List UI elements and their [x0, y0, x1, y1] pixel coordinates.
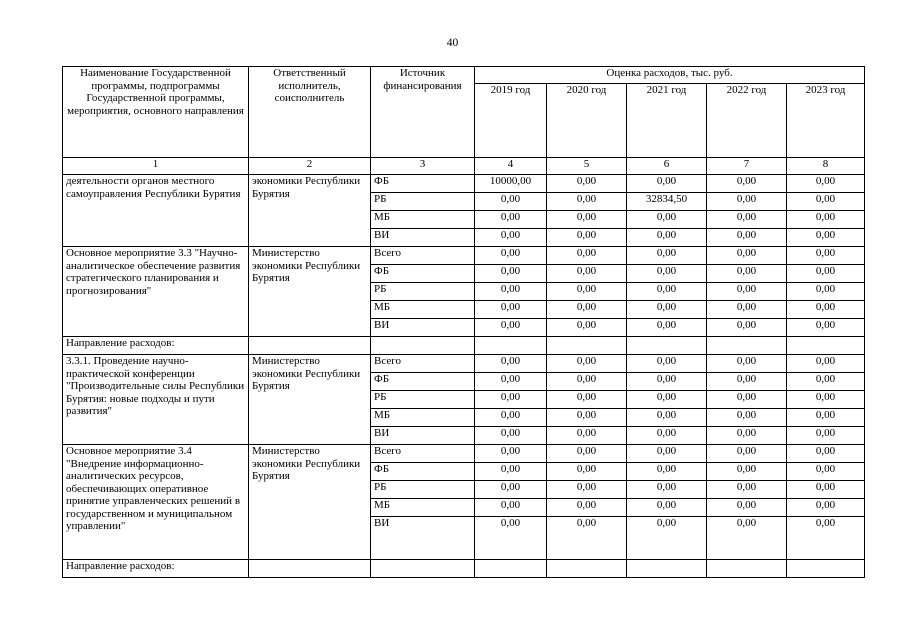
measure-executor: экономики Республики Бурятия [249, 175, 371, 247]
amount-cell: 0,00 [475, 481, 547, 499]
amount-cell: 0,00 [475, 283, 547, 301]
amount-cell: 0,00 [547, 265, 627, 283]
amount-cell: 0,00 [547, 211, 627, 229]
amount-cell: 0,00 [787, 265, 865, 283]
budget-table [62, 66, 865, 578]
amount-cell: 0,00 [707, 427, 787, 445]
table-row [63, 355, 865, 373]
funding-source: МБ [371, 211, 475, 229]
header-year: 2022 год [707, 84, 787, 158]
amount-cell: 0,00 [547, 463, 627, 481]
funding-source: ФБ [371, 175, 475, 193]
amount-cell: 0,00 [627, 175, 707, 193]
amount-cell: 0,00 [475, 247, 547, 265]
amount-cell: 0,00 [547, 373, 627, 391]
funding-source: Всего [371, 355, 475, 373]
funding-source: МБ [371, 409, 475, 427]
col-number: 2 [249, 158, 371, 175]
amount-cell: 0,00 [627, 427, 707, 445]
header-year: 2019 год [475, 84, 547, 158]
amount-cell: 0,00 [707, 517, 787, 560]
amount-cell: 0,00 [707, 499, 787, 517]
direction-label: Направление расходов: [63, 337, 249, 355]
measure-name: деятельности органов местного самоуправления Республики Бурятия [63, 175, 249, 247]
amount-cell: 0,00 [475, 463, 547, 481]
amount-cell: 0,00 [787, 499, 865, 517]
col-number: 6 [627, 158, 707, 175]
header-year: 2020 год [547, 84, 627, 158]
header-executor: Ответственный исполнитель, соисполнитель [249, 67, 371, 158]
amount-cell: 0,00 [787, 373, 865, 391]
col-number: 4 [475, 158, 547, 175]
amount-cell: 0,00 [627, 301, 707, 319]
amount-cell: 0,00 [547, 445, 627, 463]
direction-row [63, 337, 865, 355]
amount-cell: 0,00 [475, 517, 547, 560]
empty-cell [627, 337, 707, 355]
amount-cell: 0,00 [707, 247, 787, 265]
amount-cell: 0,00 [547, 481, 627, 499]
amount-cell: 0,00 [707, 409, 787, 427]
amount-cell: 0,00 [787, 247, 865, 265]
direction-label: Направление расходов: [63, 560, 249, 578]
funding-source: РБ [371, 391, 475, 409]
measure-executor: Министерство экономики Республики Бурятия [249, 247, 371, 337]
amount-cell: 0,00 [787, 481, 865, 499]
table-row [63, 247, 865, 265]
amount-cell: 0,00 [547, 409, 627, 427]
measure-executor: Министерство экономики Республики Бурятия [249, 445, 371, 560]
measure-name: Основное мероприятие 3.3 "Научно-аналитическое обеспечение развития стратегического планирования и прогнозирования" [63, 247, 249, 337]
amount-cell: 0,00 [627, 409, 707, 427]
funding-source: ВИ [371, 229, 475, 247]
table-row [63, 445, 865, 463]
page-number: 40 [446, 37, 459, 49]
header-year: 2021 год [627, 84, 707, 158]
amount-cell: 0,00 [707, 211, 787, 229]
funding-source: ФБ [371, 373, 475, 391]
amount-cell: 0,00 [547, 499, 627, 517]
funding-source: РБ [371, 481, 475, 499]
measure-name: Основное мероприятие 3.4 "Внедрение информационно-аналитических ресурсов, обеспечивающих оперативное принятие управленческих решений в государственном и муниципальном управлении" [63, 445, 249, 560]
amount-cell: 0,00 [475, 499, 547, 517]
empty-cell [249, 337, 371, 355]
empty-cell [787, 337, 865, 355]
amount-cell: 0,00 [627, 355, 707, 373]
amount-cell: 0,00 [627, 445, 707, 463]
amount-cell: 0,00 [627, 391, 707, 409]
amount-cell: 0,00 [547, 175, 627, 193]
amount-cell: 0,00 [627, 229, 707, 247]
amount-cell: 0,00 [547, 319, 627, 337]
funding-source: ФБ [371, 463, 475, 481]
empty-cell [707, 337, 787, 355]
empty-cell [547, 560, 627, 578]
funding-source: ВИ [371, 517, 475, 560]
amount-cell: 0,00 [707, 265, 787, 283]
amount-cell: 0,00 [547, 517, 627, 560]
amount-cell: 0,00 [707, 463, 787, 481]
amount-cell: 0,00 [475, 193, 547, 211]
amount-cell: 0,00 [547, 193, 627, 211]
amount-cell: 0,00 [787, 319, 865, 337]
amount-cell: 0,00 [707, 283, 787, 301]
amount-cell: 0,00 [787, 193, 865, 211]
amount-cell: 0,00 [707, 445, 787, 463]
header-year: 2023 год [787, 84, 865, 158]
amount-cell: 0,00 [475, 211, 547, 229]
funding-source: Всего [371, 247, 475, 265]
amount-cell: 0,00 [787, 175, 865, 193]
amount-cell: 0,00 [475, 265, 547, 283]
amount-cell: 0,00 [707, 373, 787, 391]
amount-cell: 0,00 [787, 445, 865, 463]
amount-cell: 0,00 [627, 265, 707, 283]
amount-cell: 0,00 [475, 391, 547, 409]
amount-cell: 10000,00 [475, 175, 547, 193]
amount-cell: 0,00 [547, 283, 627, 301]
empty-cell [371, 337, 475, 355]
amount-cell: 0,00 [475, 301, 547, 319]
col-number: 3 [371, 158, 475, 175]
empty-cell [249, 560, 371, 578]
amount-cell: 0,00 [787, 409, 865, 427]
funding-source: РБ [371, 283, 475, 301]
amount-cell: 0,00 [707, 355, 787, 373]
empty-cell [627, 560, 707, 578]
amount-cell: 0,00 [627, 247, 707, 265]
header-source: Источник финансирования [371, 67, 475, 158]
amount-cell: 0,00 [627, 283, 707, 301]
amount-cell: 0,00 [627, 463, 707, 481]
amount-cell: 0,00 [707, 229, 787, 247]
measure-name: 3.3.1. Проведение научно-практической конференции "Производительные силы Республики Бурятия: новые подходы и пути развития" [63, 355, 249, 445]
amount-cell: 0,00 [627, 211, 707, 229]
amount-cell: 0,00 [787, 229, 865, 247]
funding-source: МБ [371, 499, 475, 517]
amount-cell: 0,00 [707, 319, 787, 337]
funding-source: ВИ [371, 427, 475, 445]
col-number: 5 [547, 158, 627, 175]
funding-source: Всего [371, 445, 475, 463]
amount-cell: 0,00 [787, 517, 865, 560]
amount-cell: 0,00 [627, 319, 707, 337]
amount-cell: 0,00 [547, 247, 627, 265]
amount-cell: 0,00 [787, 301, 865, 319]
amount-cell: 0,00 [547, 301, 627, 319]
funding-source: РБ [371, 193, 475, 211]
amount-cell: 0,00 [707, 481, 787, 499]
col-number: 7 [707, 158, 787, 175]
amount-cell: 0,00 [547, 391, 627, 409]
amount-cell: 0,00 [787, 211, 865, 229]
empty-cell [547, 337, 627, 355]
amount-cell: 0,00 [707, 391, 787, 409]
amount-cell: 0,00 [787, 283, 865, 301]
amount-cell: 0,00 [475, 445, 547, 463]
amount-cell: 0,00 [627, 517, 707, 560]
amount-cell: 0,00 [627, 499, 707, 517]
col-number: 1 [63, 158, 249, 175]
amount-cell: 0,00 [475, 319, 547, 337]
col-number: 8 [787, 158, 865, 175]
funding-source: МБ [371, 301, 475, 319]
amount-cell: 0,00 [475, 427, 547, 445]
measure-executor: Министерство экономики Республики Бурятия [249, 355, 371, 445]
amount-cell: 0,00 [547, 355, 627, 373]
amount-cell: 0,00 [547, 229, 627, 247]
funding-source: ФБ [371, 265, 475, 283]
empty-cell [787, 560, 865, 578]
amount-cell: 0,00 [787, 463, 865, 481]
amount-cell: 0,00 [475, 355, 547, 373]
amount-cell: 0,00 [475, 373, 547, 391]
amount-cell: 0,00 [547, 427, 627, 445]
amount-cell: 0,00 [787, 391, 865, 409]
amount-cell: 0,00 [707, 193, 787, 211]
amount-cell: 32834,50 [627, 193, 707, 211]
table-row [63, 175, 865, 193]
header-name: Наименование Государственной программы, подпрограммы Государственной программы, мероприятия, основного направления [63, 67, 249, 158]
amount-cell: 0,00 [707, 301, 787, 319]
amount-cell: 0,00 [627, 481, 707, 499]
amount-cell: 0,00 [627, 373, 707, 391]
funding-source: ВИ [371, 319, 475, 337]
empty-cell [707, 560, 787, 578]
amount-cell: 0,00 [475, 229, 547, 247]
amount-cell: 0,00 [475, 409, 547, 427]
amount-cell: 0,00 [787, 427, 865, 445]
amount-cell: 0,00 [707, 175, 787, 193]
empty-cell [475, 560, 547, 578]
amount-cell: 0,00 [787, 355, 865, 373]
direction-row [63, 560, 865, 578]
empty-cell [371, 560, 475, 578]
header-estimate: Оценка расходов, тыс. руб. [475, 67, 865, 84]
empty-cell [475, 337, 547, 355]
